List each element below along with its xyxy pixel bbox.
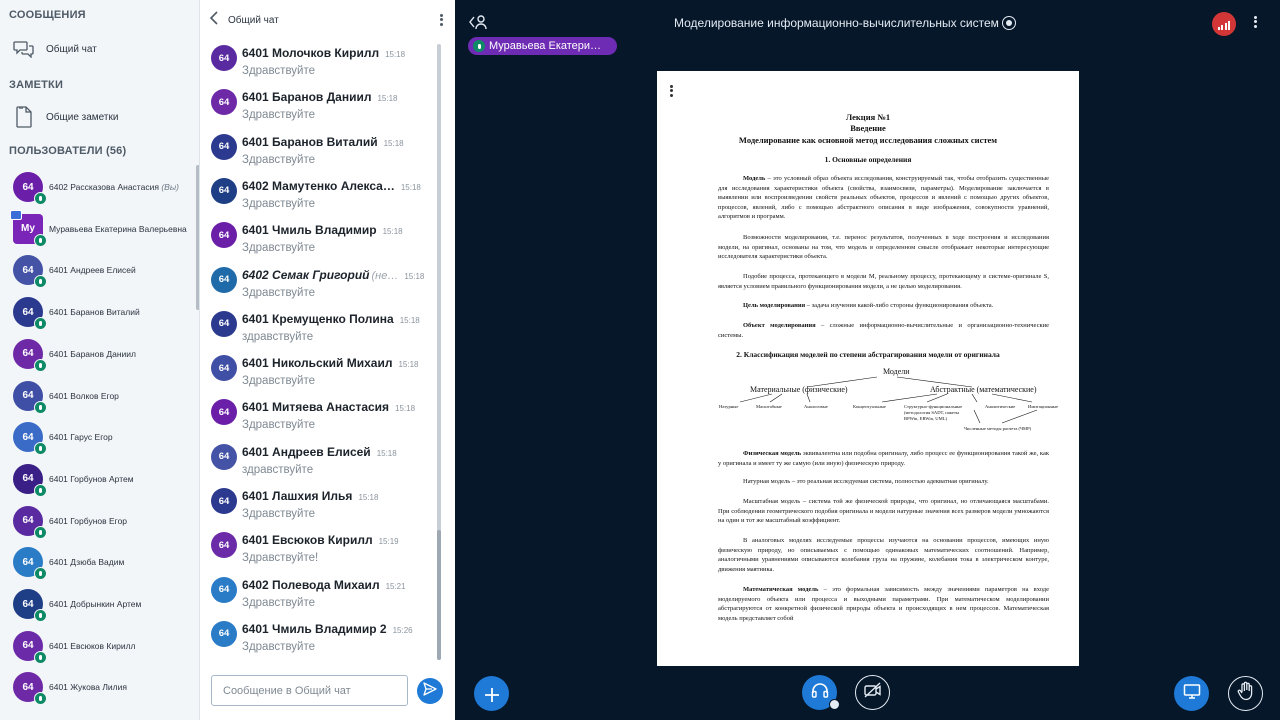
avatar: 64 — [211, 355, 237, 381]
avatar-wrapper — [13, 172, 43, 202]
message-sender: 6401 Евсюков Кирилл — [242, 533, 373, 548]
diagram-conceptual: Концептуальные — [853, 404, 886, 409]
avatar: 64 — [211, 577, 237, 603]
message-text: здравствуйте — [242, 463, 314, 476]
user-name: 6401 Горбунов Артем — [49, 473, 134, 484]
diagram-natural: Натурные — [719, 404, 739, 409]
avatar-wrapper — [13, 422, 43, 452]
diagram-scale: Масштабные — [756, 404, 782, 409]
avatar: 64 — [13, 339, 43, 369]
back-chevron-icon[interactable] — [209, 11, 223, 30]
message-sender: 6401 Молочков Кирилл — [242, 46, 380, 60]
avatar-wrapper — [13, 672, 43, 702]
message-text: Здравствуйте — [242, 375, 316, 388]
avatar-wrapper — [13, 214, 43, 244]
slide-paragraph-object: Объект моделирования – сложные информационно-вычислительные и организационно-технические системы. — [718, 322, 1049, 339]
chat-header — [200, 0, 455, 40]
microphone-icon — [34, 401, 47, 414]
chat-message — [200, 527, 436, 571]
message-time: 15:19 — [378, 537, 399, 547]
send-button[interactable] — [417, 678, 443, 704]
message-sender: 6401 Чмиль Владимир — [242, 223, 377, 238]
user-name: 6401 Волков Егор — [49, 390, 119, 401]
message-text: Здравствуйте! — [242, 552, 319, 565]
avatar: 64 — [211, 178, 237, 204]
message-time: 15:18 — [383, 138, 404, 148]
connection-signal-icon[interactable] — [1212, 12, 1236, 36]
user-name: 6401 Жукова Лилия — [49, 682, 127, 693]
microphone-icon — [34, 526, 47, 539]
user-list-item[interactable] — [0, 541, 199, 583]
message-text: здравствуйте — [242, 330, 314, 343]
user-list-item[interactable] — [0, 458, 199, 500]
shared-notes-label: Общие заметки — [46, 111, 119, 123]
message-sender: 6402 Мамутенко Алекса… — [242, 178, 395, 193]
avatar: 64 — [13, 422, 43, 452]
messages-section-header: СООБЩЕНИЯ — [9, 9, 86, 21]
avatar: 64 — [13, 506, 43, 536]
more-vertical-icon[interactable] — [440, 12, 443, 27]
slide-lecture-title: Лекция №1 — [845, 112, 891, 122]
message-time: 15:18 — [400, 182, 421, 192]
microphone-icon — [34, 442, 47, 455]
message-time: 15:18 — [395, 404, 416, 414]
avatar-wrapper — [13, 547, 43, 577]
user-name: 6401 Баранов Даниил — [49, 348, 136, 359]
avatar: 64 — [211, 311, 237, 337]
diagram-simulation: Имитационные — [1028, 404, 1059, 409]
user-list-item[interactable] — [0, 291, 199, 333]
presentation-title: Моделирование информационно-вычислительных систем — [674, 16, 999, 30]
chat-message — [200, 350, 436, 394]
raise-hand-button[interactable] — [1228, 676, 1263, 711]
message-text: Здравствуйте — [242, 109, 316, 122]
slide-section-2: 2. Классификация моделей по степени абстрагирования модели от оригинала — [736, 350, 1000, 359]
message-text: Здравствуйте — [242, 242, 316, 255]
user-name: 6401 Гарус Егор — [49, 432, 113, 443]
diagram-numeric: Численные методы расчета (ЧМР) — [964, 426, 1032, 431]
avatar-wrapper — [13, 381, 43, 411]
shared-notes-nav-item[interactable] — [0, 99, 199, 135]
user-name: 6401 Дзюба Вадим — [49, 557, 125, 568]
message-sender: 6401 Митяева Анастасия — [242, 400, 390, 415]
chat-bubbles-icon — [12, 40, 36, 58]
avatar: 64 — [211, 134, 237, 160]
term-object: Объект моделирования — [743, 322, 816, 329]
avatar: 64 — [211, 89, 237, 115]
avatar: 64 — [13, 672, 43, 702]
user-list-item[interactable] — [0, 625, 199, 667]
chat-message — [200, 394, 436, 438]
avatar-wrapper — [13, 464, 43, 494]
public-chat-nav-item[interactable] — [0, 31, 199, 67]
slide-paragraph-goal: Цель моделирования – задача изучения какой-либо стороны функционирования объекта. — [743, 302, 994, 309]
user-list-item[interactable] — [0, 333, 199, 375]
audio-options-caret[interactable] — [829, 699, 840, 710]
offline-marker: (не… — [371, 269, 399, 282]
message-sender: 6401 Никольский Михаил — [242, 356, 393, 371]
term-math: Математическая модель — [743, 586, 819, 593]
message-sender: 6401 Баранов Даниил — [242, 90, 372, 105]
chat-message — [200, 572, 436, 616]
user-list-item[interactable] — [0, 500, 199, 542]
user-name: 6401 Добрынкин Артем — [49, 599, 142, 609]
user-list-item[interactable] — [0, 208, 199, 250]
record-icon[interactable] — [1002, 16, 1016, 30]
microphone-icon — [34, 484, 47, 497]
avatar: 64 — [13, 172, 43, 202]
message-text: Здравствуйте — [242, 640, 316, 653]
options-more-vertical-icon[interactable] — [1254, 14, 1257, 29]
microphone-icon — [473, 40, 485, 52]
avatar-wrapper — [13, 255, 43, 285]
chat-message — [200, 616, 436, 660]
message-time: 15:18 — [399, 315, 420, 325]
message-time: 15:18 — [398, 360, 419, 370]
diagram-structural: Структурно-функциональные — [904, 404, 963, 409]
chat-message — [200, 217, 436, 261]
message-sender: 6401 Андреев Елисей — [242, 444, 371, 459]
user-list-item[interactable] — [0, 249, 199, 291]
user-list-item[interactable] — [0, 166, 199, 208]
user-list-item[interactable] — [0, 666, 199, 708]
slide-paragraph-model: Модель – это условный образ объекта исследования, конструируемый так, чтобы отобразить существенные для исследования характеристики объекта (свойства, взаимосвязи, параметры). Моделирование заключается в выявлении или воспроизведении свойств реальных объектов, процессов и явлений с помощью других объектов, процессов, явлений, либо с помощью абстрактного описания в виде изображения, совокупности уравнений, алгоритмов и программ. — [718, 175, 1049, 221]
slide-section-1: 1. Основные определения — [824, 155, 912, 164]
chat-message — [200, 40, 436, 84]
users-section-header: ПОЛЬЗОВАТЕЛИ (56) — [9, 145, 127, 157]
slide-topic-title: Моделирование как основной метод исследования сложных систем — [738, 135, 998, 145]
message-text: Здравствуйте — [242, 596, 316, 609]
users-toggle-icon[interactable] — [468, 14, 488, 35]
message-time: 15:18 — [376, 448, 397, 458]
message-sender: 6401 Баранов Виталий — [242, 134, 378, 149]
talking-user-name: Муравьева Екатери… — [489, 40, 602, 52]
diagram-material: Материальные (физические) — [750, 385, 848, 394]
chat-message — [200, 262, 436, 306]
message-text: Здравствуйте — [242, 153, 316, 166]
message-time: 15:18 — [377, 94, 398, 104]
presenter-badge-icon — [10, 210, 22, 220]
microphone-icon — [34, 192, 47, 205]
microphone-icon — [34, 359, 47, 372]
diagram-analog: Аналоговые — [804, 404, 828, 409]
message-list — [200, 40, 455, 670]
message-time: 15:18 — [404, 271, 425, 281]
term-physical: Физическая модель — [743, 450, 802, 457]
avatar-wrapper — [13, 506, 43, 536]
message-sender: 6401 Лашхия Илья — [242, 489, 353, 503]
avatar: Му — [13, 214, 43, 244]
microphone-icon — [34, 317, 47, 330]
avatar-wrapper — [13, 297, 43, 327]
actions-plus-button[interactable] — [474, 676, 509, 711]
model-classification-diagram — [712, 367, 1072, 437]
chat-message — [200, 173, 436, 217]
term-model: Модель — [743, 175, 766, 182]
avatar: 64 — [211, 45, 237, 71]
slide-paragraph-scale: Масштабная модель – система той же физической природы, что оригинал, но отличающаяся масштабами. При соблюдении геометрического подобия оригинала и модели натурные значения всех размеров модели умножаются на один и тот же масштабный коэффициент. — [718, 498, 1049, 525]
microphone-icon — [34, 567, 47, 580]
message-text: Здравствуйте — [242, 65, 316, 77]
avatar: 64 — [211, 532, 237, 558]
user-list-sidebar — [0, 0, 200, 720]
you-marker: (Вы) — [161, 182, 179, 192]
diagram-abstract: Абстрактные (математические) — [930, 385, 1037, 394]
chat-message — [200, 129, 436, 173]
avatar-wrapper — [13, 339, 43, 369]
user-list-item[interactable] — [0, 416, 199, 458]
chat-message-input[interactable]: Сообщение в Общий чат — [211, 675, 408, 706]
avatar: 64 — [13, 255, 43, 285]
screen-share-icon — [1183, 683, 1201, 704]
diagram-analytic: Аналитические — [985, 404, 1016, 409]
message-time: 15:26 — [392, 625, 413, 635]
headphones-icon — [811, 682, 829, 703]
chat-title: Общий чат — [228, 14, 279, 26]
avatar: 64 — [13, 547, 43, 577]
avatar-wrapper — [13, 589, 43, 619]
avatar: 64 — [13, 631, 43, 661]
slide-paragraph-physical: Физическая модель эквивалентна или подобна оригиналу, либо процесс ее функционирования такой же, как у оригинала и имеет ту же самую (или иную) физическую природу. — [718, 450, 1049, 467]
message-text: Здравствуйте — [242, 286, 316, 299]
chat-message — [200, 483, 436, 527]
diagram-structural-note-1: (методология SADT, пакеты — [904, 410, 960, 415]
chat-message — [200, 84, 436, 128]
talking-indicator[interactable] — [468, 37, 617, 55]
avatar: 64 — [211, 399, 237, 425]
avatar: 64 — [13, 464, 43, 494]
slide-paragraph-natural: Натурная модель – это реальная исследуемая система, полностью адекватная оригиналу. — [743, 478, 989, 485]
plus-icon — [484, 681, 500, 707]
microphone-icon — [34, 234, 47, 247]
presentation-slide — [657, 71, 1079, 666]
user-list-item[interactable] — [0, 583, 199, 625]
video-button[interactable] — [855, 675, 890, 710]
send-icon — [423, 682, 437, 701]
message-sender: 6402 Полевода Михаил — [242, 577, 380, 592]
message-text: Здравствуйте — [242, 419, 316, 432]
message-sender: 6401 Кремущенко Полина — [242, 311, 394, 326]
diagram-structural-note-2: BPWin, ERWin, UML) — [904, 416, 948, 421]
avatar: 64 — [211, 621, 237, 647]
avatar: 64 — [211, 488, 237, 514]
user-name: Муравьева Екатерина Валерьевна — [49, 223, 187, 234]
message-time: 15:18 — [358, 493, 379, 502]
chat-message — [200, 306, 436, 350]
user-name: 6401 Баранов Виталий — [49, 307, 140, 318]
message-text: Здравствуйте — [242, 197, 316, 210]
user-list-item[interactable] — [0, 375, 199, 417]
slide-more-vertical-icon[interactable] — [670, 83, 673, 98]
avatar-wrapper — [13, 631, 43, 661]
slide-paragraph-possibilities: Возможности моделирования, т.е. перенос результатов, полученных в ходе построения и исследования модели, на оригинал, основаны на том, что модель в определенном смысле отображает некоторые интересующие исследователя характеристики объекта. — [718, 234, 1049, 261]
avatar: 64 — [211, 267, 237, 293]
screen-share-button[interactable] — [1174, 676, 1209, 711]
message-time: 15:18 — [382, 227, 403, 237]
slide-paragraph-similarity: Подобие процесса, протекающего в модели M, реальному процессу, протекающему в системе-оригинале S, является условием правильного функционирования модели, а не целью моделирования. — [718, 273, 1049, 290]
message-text: Здравствуйте — [242, 508, 316, 520]
microphone-icon — [34, 275, 47, 288]
chat-panel — [200, 0, 455, 720]
notes-icon — [12, 106, 36, 128]
user-name: 6401 Евсюков Кирилл — [49, 640, 136, 651]
avatar: 64 — [211, 222, 237, 248]
avatar: 64 — [13, 381, 43, 411]
message-sender: 6402 Семак Григорий — [242, 267, 370, 282]
microphone-icon — [34, 692, 47, 705]
user-name: 6402 Рассказова Анастасия (Вы) — [49, 182, 179, 192]
user-name: 6401 Горбунов Егор — [49, 515, 128, 526]
diagram-root: Модели — [883, 367, 910, 376]
term-goal: Цель моделирования — [743, 302, 806, 309]
microphone-icon — [34, 651, 47, 664]
message-sender: 6401 Чмиль Владимир 2 — [242, 621, 387, 636]
notes-section-header: ЗАМЕТКИ — [9, 79, 64, 91]
avatar: 64 — [13, 297, 43, 327]
slide-paragraph-analog: В аналоговых моделях исследуемые процессы изучаются на основании процессов, имеющих иную физическую природу, но описываемых с помощью одинаковых математических соотношений. Например, аналогичными уравнениями описываются колебания груза на пружине, колебания тока в электрическом контуре, движения маятника. — [718, 537, 1049, 573]
message-time: 15:21 — [385, 581, 406, 591]
slide-intro-title: Введение — [850, 123, 886, 133]
slide-paragraph-math: Математическая модель – это формальная зависимость между значениями параметров на входе моделируемого объекта или процесса и выходными параметрами. При математическом моделировании абстрагируются от конкретной физической природы объекта и происходящих в нем процессов. Математическая модель представляет собой — [718, 586, 1049, 622]
public-chat-label: Общий чат — [46, 43, 97, 55]
user-name: 6401 Андреев Елисей — [49, 265, 136, 276]
raise-hand-icon — [1237, 681, 1255, 706]
avatar: 64 — [211, 444, 237, 470]
microphone-icon — [34, 609, 47, 622]
chat-scrollbar-thumb[interactable] — [437, 530, 441, 660]
video-off-icon — [863, 682, 883, 703]
avatar: 64 — [13, 589, 43, 619]
chat-message — [200, 439, 436, 483]
message-time: 15:18 — [385, 50, 406, 59]
